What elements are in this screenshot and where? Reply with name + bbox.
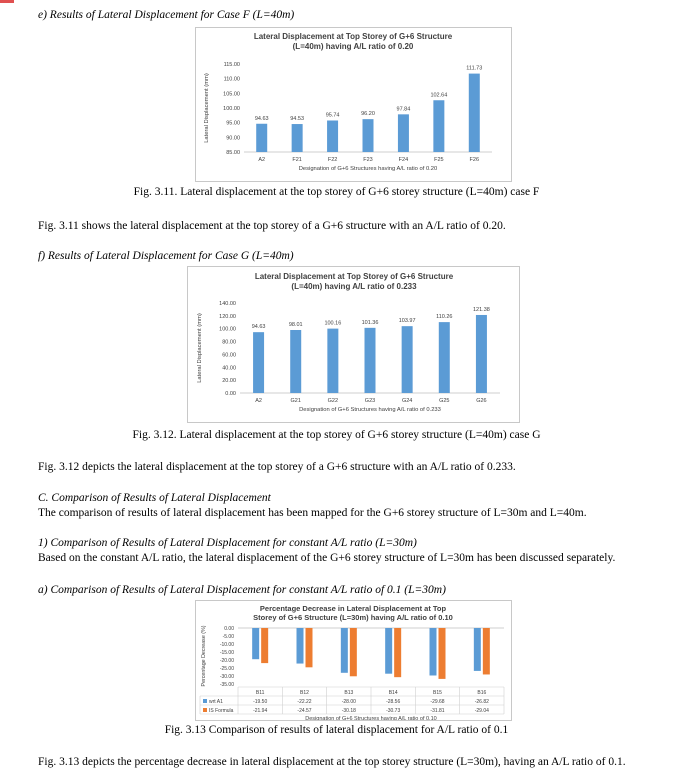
table-value: -30.18 xyxy=(341,708,356,714)
bar-f23 xyxy=(363,119,374,152)
y-axis-label: Percentage Decrease (%) xyxy=(201,625,207,687)
caption-fig-3-13: Fig. 3.13 Comparison of results of lateral displacement for A/L ratio of 0.1 xyxy=(164,724,509,736)
y-tick-label: -30.00 xyxy=(219,674,234,680)
x-tick-label: A2 xyxy=(258,157,266,163)
y-tick-label: 100.00 xyxy=(223,106,240,112)
caption-fig-3-11: Fig. 3.11. Lateral displacement at the top storey of G+6 storey structure (L=40m) case F xyxy=(133,186,540,198)
bar-g24 xyxy=(402,326,413,393)
caption-fig-3-12: Fig. 3.12. Lateral displacement at the top storey of G+6 storey structure (L=40m) case G xyxy=(132,429,541,441)
bar-a2 xyxy=(253,332,264,393)
chart-percentage-decrease xyxy=(195,600,512,721)
bar-g22 xyxy=(327,329,338,393)
y-tick-label: -15.00 xyxy=(219,650,234,656)
paragraph-fig-3-11: Fig. 3.11 shows the lateral displacement at the top storey of a G+6 structure with an A/L ratio of 0.20. xyxy=(38,220,506,232)
chart-case-f-svg xyxy=(196,28,511,181)
chart-subtitle: (L=40m) having A/L ratio of 0.233 xyxy=(291,282,417,291)
x-tick-label: G25 xyxy=(439,398,450,404)
bar-g25 xyxy=(439,322,450,393)
table-value: -22.22 xyxy=(297,699,312,705)
paragraph-fig-3-13: Fig. 3.13 depicts the percentage decrease in lateral displacement at the top storey structure (L=30m), having an A/L ratio of 0.1. xyxy=(38,756,626,768)
y-tick-label: 85.00 xyxy=(226,150,240,156)
x-tick-label: B14 xyxy=(388,690,398,696)
table-value: -24.57 xyxy=(297,708,312,714)
bar-b12-is-formula xyxy=(306,628,313,667)
x-axis-label: Designation of G+6 Structures having A/L ratio of 0.10 xyxy=(305,716,437,720)
heading-case-g: f) Results of Lateral Displacement for Case G (L=40m) xyxy=(38,250,294,262)
table-value: -19.50 xyxy=(253,699,268,705)
y-tick-label: 90.00 xyxy=(226,135,240,142)
table-value: -30.73 xyxy=(386,708,401,714)
y-tick-label: 0.00 xyxy=(224,626,234,632)
data-label: 100.16 xyxy=(324,320,342,327)
x-tick-label: B13 xyxy=(344,690,354,696)
y-tick-label: 105.00 xyxy=(223,91,240,98)
bar-g21 xyxy=(290,330,301,393)
x-tick-label: F26 xyxy=(469,157,480,163)
y-tick-label: 80.00 xyxy=(222,339,236,346)
y-tick-label: -10.00 xyxy=(219,642,234,648)
heading-section-c: C. Comparison of Results of Lateral Displacement xyxy=(38,492,271,504)
data-label: 121.38 xyxy=(473,306,490,313)
legend-label: IS Formula xyxy=(209,708,234,714)
x-tick-label: G23 xyxy=(364,398,376,404)
bar-b16-wrt-a1 xyxy=(474,628,481,671)
legend-label: wrt A1 xyxy=(209,699,223,705)
data-label: 103.97 xyxy=(398,318,416,325)
table-value: -28.56 xyxy=(386,699,401,705)
bar-b14-is-formula xyxy=(394,628,401,677)
data-label: 94.63 xyxy=(254,115,269,122)
x-axis-label: Designation of G+6 Structures having A/L ratio of 0.20 xyxy=(298,166,438,172)
x-tick-label: G24 xyxy=(401,398,413,404)
page-corner-mark xyxy=(0,0,14,3)
legend-swatch xyxy=(203,699,207,703)
x-tick-label: B16 xyxy=(477,690,487,696)
x-tick-label: G22 xyxy=(327,398,339,404)
y-tick-label: 40.00 xyxy=(222,365,236,372)
table-value: -28.00 xyxy=(341,699,356,705)
bar-b11-is-formula xyxy=(261,628,268,663)
data-label: 98.01 xyxy=(288,321,303,328)
table-value: -29.04 xyxy=(474,708,489,714)
table-value: -31.81 xyxy=(430,708,445,714)
paragraph-fig-3-12: Fig. 3.12 depicts the lateral displacement at the top storey of a G+6 structure with an A/L ratio of 0.233. xyxy=(38,461,516,473)
data-label: 111.73 xyxy=(466,65,483,72)
x-tick-label: A2 xyxy=(255,398,262,404)
heading-section-a: a) Comparison of Results of Lateral Displacement for constant A/L ratio of 0.1 (L=30m) xyxy=(38,584,446,596)
y-tick-label: 110.00 xyxy=(223,76,240,83)
y-axis-label: Lateral Displacement (mm) xyxy=(197,313,203,383)
chart-title: Lateral Displacement at Top Storey of G+6 Structure xyxy=(254,272,454,281)
x-tick-label: F25 xyxy=(434,157,444,163)
legend-swatch xyxy=(203,708,207,712)
bar-b13-is-formula xyxy=(350,628,357,676)
bar-f25 xyxy=(433,100,444,152)
data-label: 94.63 xyxy=(251,324,266,331)
y-tick-label: -25.00 xyxy=(219,666,234,672)
x-tick-label: G26 xyxy=(476,398,487,404)
y-tick-label: -35.00 xyxy=(219,682,234,688)
paragraph-section-1: Based on the constant A/L ratio, the lateral displacement of the G+6 storey structure of L=30m has been discussed separately. xyxy=(38,552,616,564)
bar-f21 xyxy=(292,124,303,152)
x-tick-label: G21 xyxy=(290,398,301,404)
chart-case-g xyxy=(187,266,520,423)
y-tick-label: -5.00 xyxy=(222,634,234,640)
data-label: 97.84 xyxy=(396,106,411,113)
table-value: -26.82 xyxy=(474,699,489,705)
y-tick-label: -20.00 xyxy=(219,658,234,664)
bar-f22 xyxy=(327,120,338,152)
y-tick-label: 140.00 xyxy=(219,301,236,307)
data-label: 96.20 xyxy=(361,111,375,118)
chart-subtitle: Storey of G+6 Structure (L=30m) having A/L ratio of 0.10 xyxy=(253,613,453,622)
chart-subtitle: (L=40m) having A/L ratio of 0.20 xyxy=(292,42,414,51)
y-tick-label: 120.00 xyxy=(219,313,236,320)
y-tick-label: 20.00 xyxy=(222,378,236,385)
x-tick-label: F23 xyxy=(363,157,373,163)
data-label: 101.36 xyxy=(361,319,379,326)
y-tick-label: 100.00 xyxy=(219,326,236,333)
table-value: -21.94 xyxy=(253,708,268,714)
paragraph-section-c: The comparison of results of lateral displacement has been mapped for the G+6 storey structure of L=30m and L=40m. xyxy=(38,507,587,519)
data-label: 95.74 xyxy=(325,112,340,119)
chart-title: Percentage Decrease in Lateral Displacement at Top xyxy=(259,604,447,613)
bar-b12-wrt-a1 xyxy=(297,628,304,664)
y-tick-label: 60.00 xyxy=(222,352,236,359)
bar-g26 xyxy=(476,315,487,393)
bar-b15-is-formula xyxy=(439,628,446,679)
x-tick-label: F21 xyxy=(292,157,302,163)
y-tick-label: 115.00 xyxy=(223,62,240,68)
chart-title: Lateral Displacement at Top Storey of G+6 Structure xyxy=(253,32,453,41)
bar-b16-is-formula xyxy=(483,628,490,674)
chart-case-g-svg xyxy=(188,267,519,422)
data-label: 110.26 xyxy=(436,314,453,321)
x-tick-label: B11 xyxy=(255,690,265,696)
data-label: 102.64 xyxy=(430,92,448,99)
bar-g23 xyxy=(365,328,376,393)
x-axis-label: Designation of G+6 Structures having A/L ratio of 0.233 xyxy=(299,407,441,413)
bar-b13-wrt-a1 xyxy=(341,628,348,673)
x-tick-label: B12 xyxy=(300,690,309,696)
chart-percentage-decrease-svg xyxy=(196,601,511,720)
heading-section-1: 1) Comparison of Results of Lateral Displacement for constant A/L ratio (L=30m) xyxy=(38,537,417,549)
y-tick-label: 0.00 xyxy=(225,391,236,397)
x-tick-label: F22 xyxy=(327,157,338,163)
chart-case-f xyxy=(195,27,512,182)
bar-b14-wrt-a1 xyxy=(385,628,392,674)
heading-case-f: e) Results of Lateral Displacement for Case F (L=40m) xyxy=(38,9,295,21)
table-value: -29.68 xyxy=(430,699,445,705)
x-tick-label: F24 xyxy=(398,157,409,163)
x-tick-label: B15 xyxy=(433,690,442,696)
y-axis-label: Lateral Displacement (mm) xyxy=(204,73,210,143)
bar-f26 xyxy=(469,74,480,152)
bar-b11-wrt-a1 xyxy=(252,628,259,659)
y-tick-label: 95.00 xyxy=(226,120,240,127)
bar-b15-wrt-a1 xyxy=(430,628,437,675)
data-label: 94.53 xyxy=(290,116,305,123)
bar-a2 xyxy=(256,124,267,152)
bar-f24 xyxy=(398,114,409,152)
